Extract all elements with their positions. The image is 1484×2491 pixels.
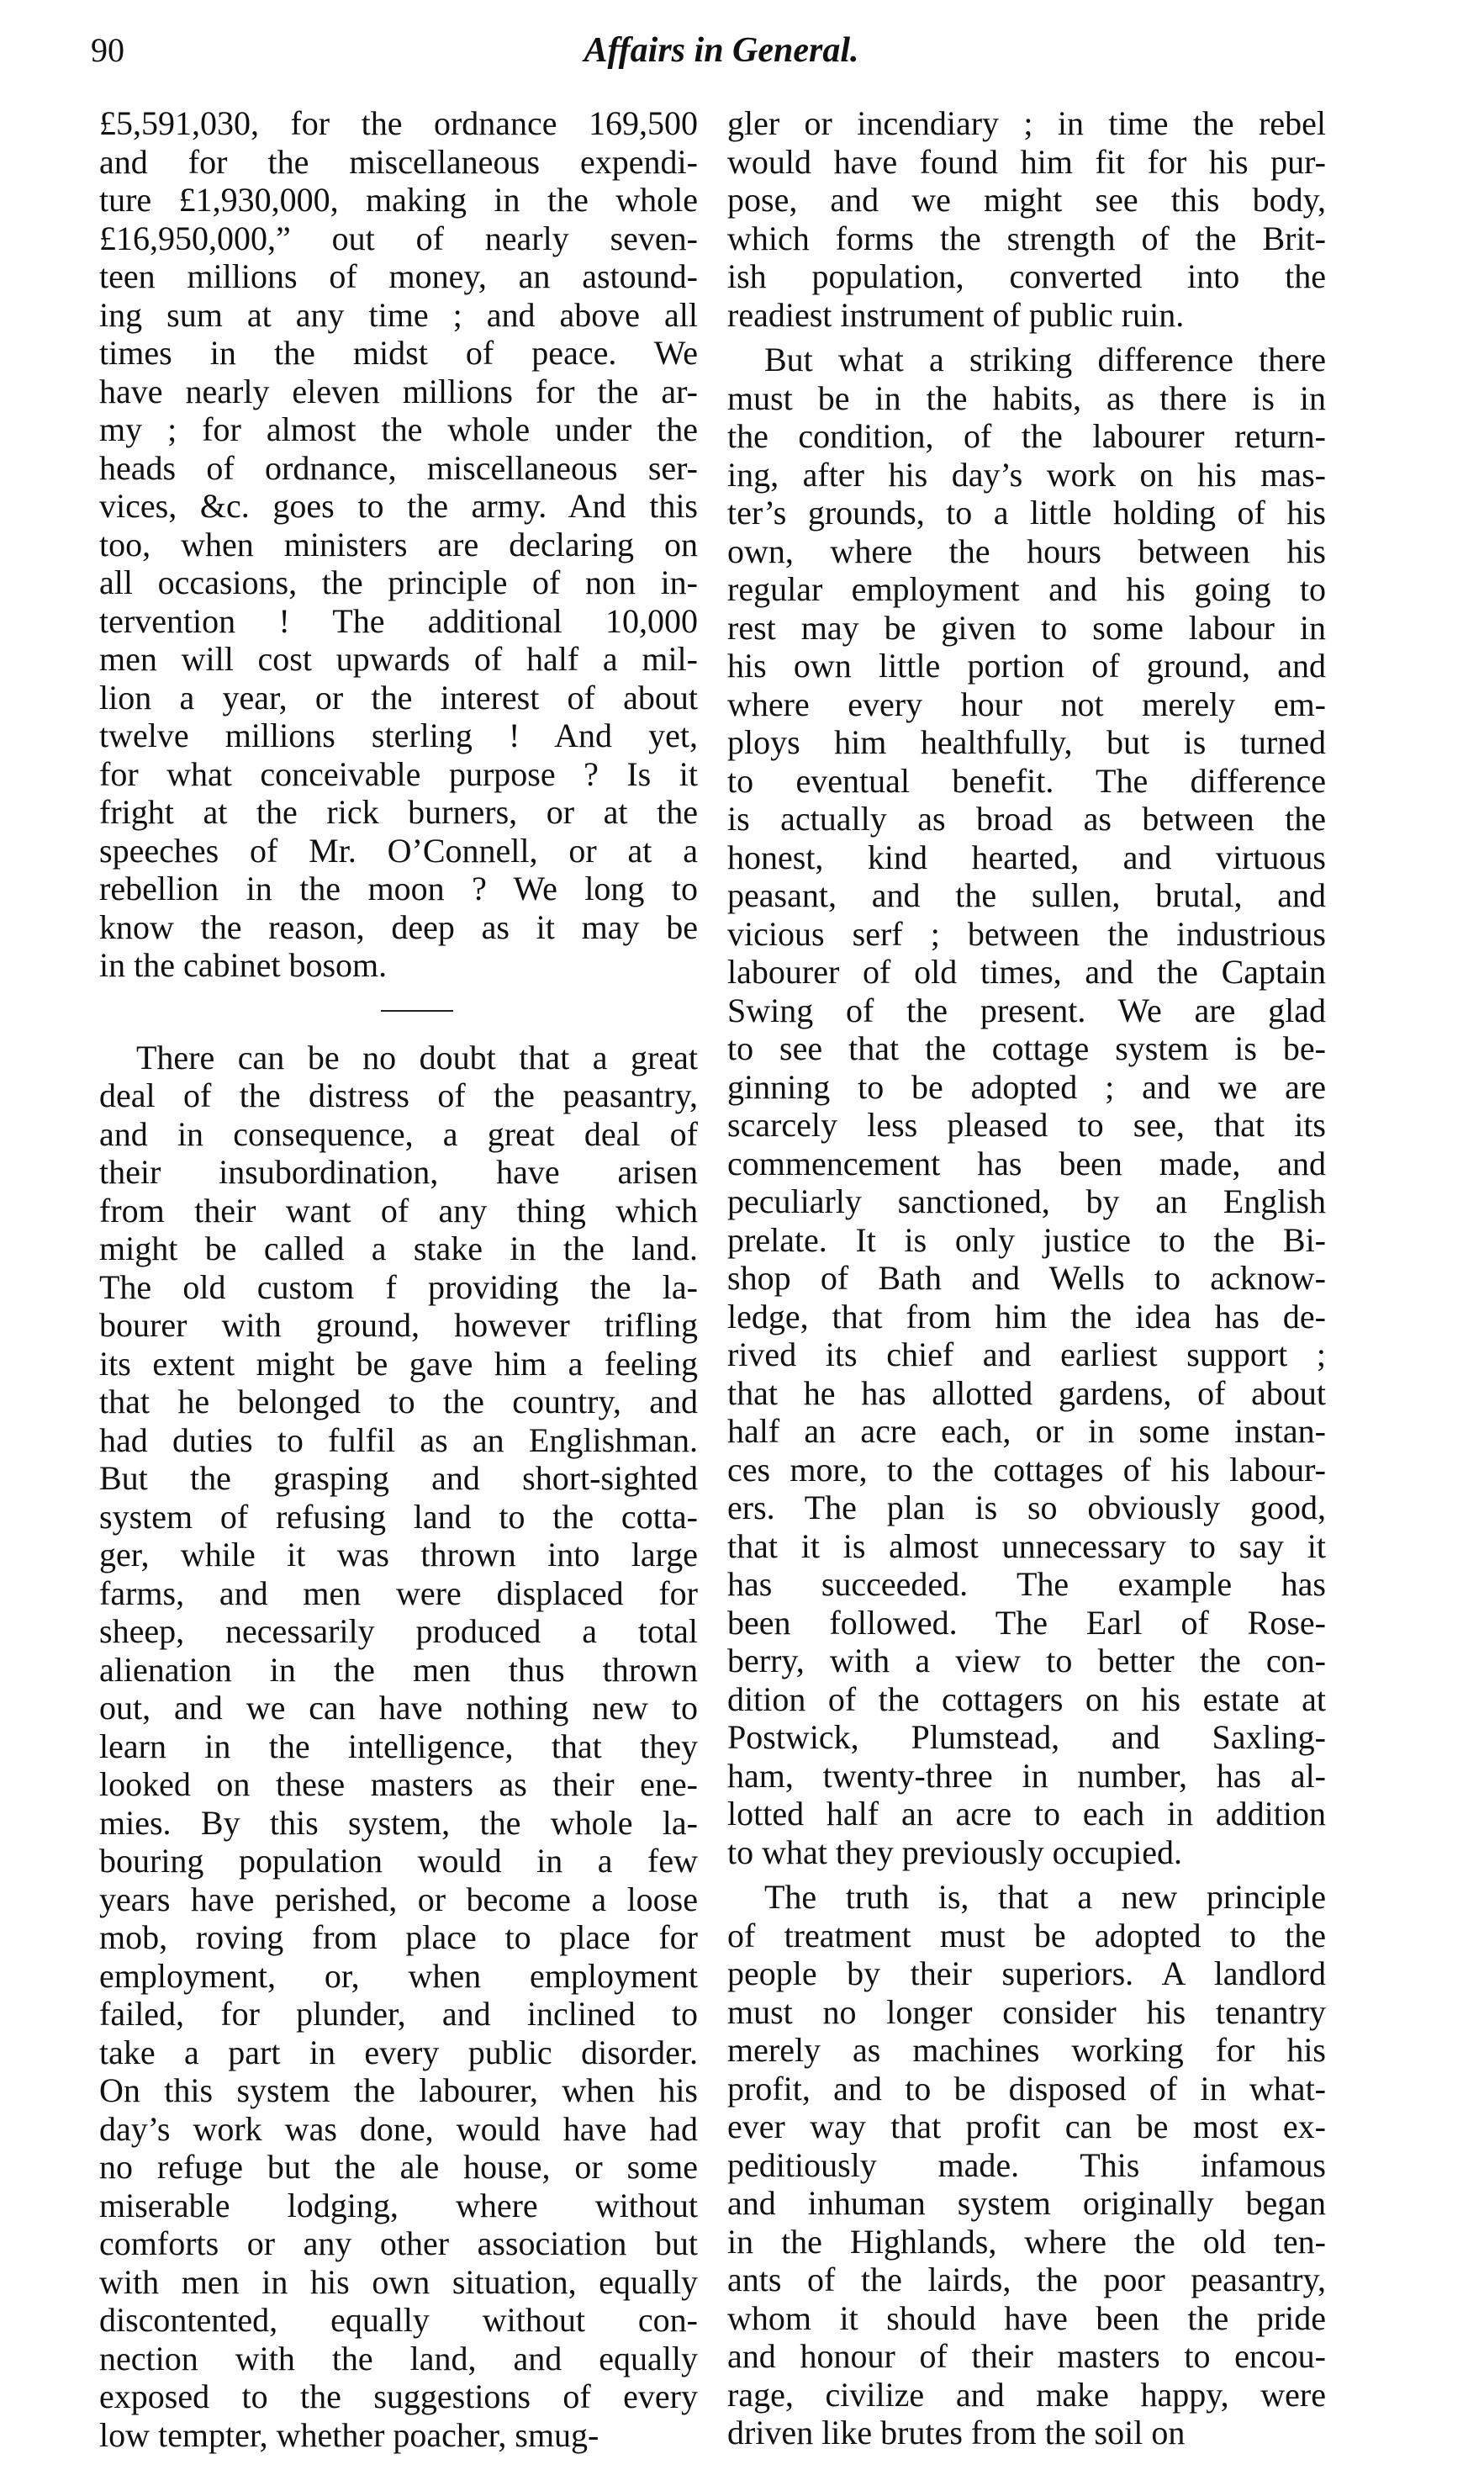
text-line: learn in the intelligence, that they bbox=[99, 1727, 698, 1765]
text-line: profit, and to be disposed of in what- bbox=[727, 2069, 1326, 2108]
text-line: times in the midst of peace. We bbox=[99, 334, 698, 372]
text-line: been followed. The Earl of Rose- bbox=[727, 1603, 1326, 1642]
text-line: peasant, and the sullen, brutal, and bbox=[727, 876, 1326, 914]
text-line: ing, after his day’s work on his mas- bbox=[727, 455, 1326, 494]
text-line: the condition, of the labourer return- bbox=[727, 417, 1326, 455]
text-line: gler or incendiary ; in time the rebel bbox=[727, 104, 1326, 142]
text-line: driven like brutes from the soil on bbox=[727, 2414, 1186, 2451]
text-line: labourer of old times, and the Captain bbox=[727, 953, 1326, 991]
text-line: £16,950,000,” out of nearly seven- bbox=[99, 219, 698, 257]
text-line: must be in the habits, as there is in bbox=[727, 378, 1326, 417]
text-line: scarcely less pleased to see, that its bbox=[727, 1106, 1326, 1144]
text-line: had duties to fulfil as an Englishman. bbox=[99, 1420, 698, 1459]
text-line: Postwick, Plumstead, and Saxling- bbox=[727, 1718, 1326, 1756]
text-line: and honour of their masters to encou- bbox=[727, 2337, 1326, 2375]
text-line: might be called a stake in the land. bbox=[99, 1230, 698, 1267]
text-line: and inhuman system originally began bbox=[727, 2184, 1326, 2222]
text-line: bourer with ground, however trifling bbox=[99, 1306, 698, 1344]
text-line: ham, twenty-three in number, has al- bbox=[727, 1756, 1326, 1795]
text-line: ers. The plan is so obviously good, bbox=[727, 1489, 1326, 1526]
text-line: On this system the labourer, when his bbox=[99, 2071, 698, 2109]
text-line: sheep, necessarily produced a total bbox=[99, 1612, 698, 1650]
text-line: ish population, converted into the bbox=[727, 257, 1326, 295]
text-line: honest, kind hearted, and virtuous bbox=[727, 838, 1326, 876]
text-line: would have found him fit for his pur- bbox=[727, 142, 1326, 181]
text-line: for what conceivable purpose ? Is it bbox=[99, 754, 698, 793]
text-line: peditiously made. This infamous bbox=[727, 2145, 1326, 2184]
text-line: vices, &c. goes to the army. And this bbox=[99, 487, 698, 525]
text-line: is actually as broad as between the bbox=[727, 800, 1326, 838]
text-line: own, where the hours between his bbox=[727, 532, 1326, 570]
text-line: its extent might be gave him a feeling bbox=[99, 1344, 698, 1383]
text-line: their insubordination, have arisen bbox=[99, 1153, 698, 1191]
text-line: prelate. It is only justice to the Bi- bbox=[727, 1220, 1326, 1259]
text-line: berry, with a view to better the con- bbox=[727, 1642, 1326, 1679]
text-line: merely as machines working for his bbox=[727, 2031, 1326, 2069]
text-line: lion a year, or the interest of about bbox=[99, 678, 698, 717]
text-line: out, and we can have nothing new to bbox=[99, 1689, 698, 1727]
text-line: mob, roving from place to place for bbox=[99, 1918, 698, 1956]
text-line: alienation in the men thus thrown bbox=[99, 1650, 698, 1689]
text-line: take a part in every public disorder. bbox=[99, 2033, 698, 2071]
text-line: half an acre each, or in some instan- bbox=[727, 1412, 1326, 1450]
paragraph bbox=[727, 341, 1326, 1871]
paragraph bbox=[727, 104, 1326, 334]
text-line: comforts or any other association but bbox=[99, 2224, 698, 2262]
text-line: with men in his own situation, equally bbox=[99, 2262, 698, 2301]
text-line: in the cabinet bosom. bbox=[99, 946, 388, 984]
paragraph bbox=[727, 1878, 1326, 2452]
text-line: ger, while it was thrown into large bbox=[99, 1536, 698, 1573]
text-line: pose, and we might see this body, bbox=[727, 181, 1326, 219]
text-line: farms, and men were displaced for bbox=[99, 1573, 698, 1612]
text-line: in the Highlands, where the old ten- bbox=[727, 2222, 1326, 2261]
text-line: must no longer consider his tenantry bbox=[727, 1992, 1326, 2031]
text-line: his own little portion of ground, and bbox=[727, 647, 1326, 685]
text-line: that he has allotted gardens, of about bbox=[727, 1373, 1326, 1412]
text-line: ces more, to the cottages of his labour- bbox=[727, 1450, 1326, 1489]
text-line: men will cost upwards of half a mil- bbox=[99, 640, 698, 678]
text-line: There can be no doubt that a great bbox=[136, 1038, 698, 1076]
text-line: years have perished, or become a loose bbox=[99, 1880, 698, 1918]
text-line: mies. By this system, the whole la- bbox=[99, 1803, 698, 1842]
text-line: vicious serf ; between the industrious bbox=[727, 914, 1326, 953]
left-column bbox=[99, 104, 698, 2454]
text-line: rest may be given to some labour in bbox=[727, 608, 1326, 647]
text-line: to see that the cottage system is be- bbox=[727, 1029, 1326, 1067]
text-line: ing sum at any time ; and above all bbox=[99, 295, 698, 334]
text-line: employment, or, when employment bbox=[99, 1956, 698, 1995]
paragraph bbox=[99, 1039, 698, 2455]
text-line: failed, for plunder, and inclined to bbox=[99, 1995, 698, 2033]
text-line: bouring population would in a few bbox=[99, 1842, 698, 1880]
text-line: ever way that profit can be most ex- bbox=[727, 2108, 1326, 2145]
text-line: too, when ministers are declaring on bbox=[99, 525, 698, 563]
right-column bbox=[727, 104, 1326, 2452]
text-line: commencement has been made, and bbox=[727, 1144, 1326, 1182]
text-line: tervention ! The additional 10,000 bbox=[99, 601, 698, 640]
page-number: 90 bbox=[91, 31, 124, 69]
running-title: Affairs in General. bbox=[584, 31, 859, 70]
text-line: rived its chief and earliest support ; bbox=[727, 1335, 1326, 1373]
text-line: has succeeded. The example has bbox=[727, 1565, 1326, 1603]
text-line: ture £1,930,000, making in the whole bbox=[99, 181, 698, 219]
text-line: day’s work was done, would have had bbox=[99, 2109, 698, 2148]
text-line: The old custom f providing the la- bbox=[99, 1267, 698, 1306]
text-line: regular employment and his going to bbox=[727, 570, 1326, 608]
text-line: readiest instrument of public ruin. bbox=[727, 295, 1185, 334]
text-line: my ; for almost the whole under the bbox=[99, 410, 698, 448]
text-line: all occasions, the principle of non in- bbox=[99, 563, 698, 601]
text-line: ledge, that from him the idea has de- bbox=[727, 1297, 1326, 1335]
text-line: The truth is, that a new principle bbox=[764, 1878, 1326, 1916]
text-line: ginning to be adopted ; and we are bbox=[727, 1067, 1326, 1106]
text-line: heads of ordnance, miscellaneous ser- bbox=[99, 448, 698, 487]
text-line: no refuge but the ale house, or some bbox=[99, 2148, 698, 2186]
text-line: deal of the distress of the peasantry, bbox=[99, 1076, 698, 1114]
text-line: people by their superiors. A landlord bbox=[727, 1954, 1326, 1992]
text-line: to eventual benefit. The difference bbox=[727, 761, 1326, 800]
text-line: which forms the strength of the Brit- bbox=[727, 219, 1326, 257]
section-divider bbox=[99, 985, 698, 1039]
text-line: miserable lodging, where without bbox=[99, 2186, 698, 2224]
text-line: know the reason, deep as it may be bbox=[99, 907, 698, 946]
text-line: from their want of any thing which bbox=[99, 1191, 698, 1230]
text-line: low tempter, whether poacher, smug- bbox=[99, 2415, 599, 2454]
text-line: lotted half an acre to each in addition bbox=[727, 1795, 1326, 1833]
text-line: of treatment must be adopted to the bbox=[727, 1916, 1326, 1954]
text-line: nection with the land, and equally bbox=[99, 2339, 698, 2377]
divider-rule bbox=[381, 1010, 453, 1012]
text-line: twelve millions sterling ! And yet, bbox=[99, 717, 698, 754]
text-line: But what a striking difference there bbox=[764, 341, 1326, 378]
text-line: teen millions of money, an astound- bbox=[99, 257, 698, 295]
text-line: speeches of Mr. O’Connell, or at a bbox=[99, 831, 698, 870]
text-line: that he belonged to the country, and bbox=[99, 1383, 698, 1420]
text-line: ants of the lairds, the poor peasantry, bbox=[727, 2261, 1326, 2298]
text-line: to what they previously occupied. bbox=[727, 1833, 1182, 1871]
text-line: £5,591,030, for the ordnance 169,500 bbox=[99, 104, 698, 142]
text-line: ploys him healthfully, but is turned bbox=[727, 723, 1326, 761]
text-line: exposed to the suggestions of every bbox=[99, 2377, 698, 2415]
text-line: have nearly eleven millions for the ar- bbox=[99, 372, 698, 410]
text-line: dition of the cottagers on his estate at bbox=[727, 1679, 1326, 1718]
text-line: fright at the rick burners, or at the bbox=[99, 793, 698, 831]
text-line: that it is almost unnecessary to say it bbox=[727, 1526, 1326, 1565]
text-line: where every hour not merely em- bbox=[727, 685, 1326, 723]
text-line: and for the miscellaneous expendi- bbox=[99, 142, 698, 181]
text-line: and in consequence, a great deal of bbox=[99, 1114, 698, 1153]
text-line: system of refusing land to the cotta- bbox=[99, 1497, 698, 1536]
text-line: ter’s grounds, to a little holding of his bbox=[727, 494, 1326, 532]
text-line: Swing of the present. We are glad bbox=[727, 991, 1326, 1029]
text-line: whom it should have been the pride bbox=[727, 2298, 1326, 2337]
text-line: peculiarly sanctioned, by an English bbox=[727, 1182, 1326, 1220]
page-header bbox=[91, 25, 1352, 76]
text-line: shop of Bath and Wells to acknow- bbox=[727, 1259, 1326, 1297]
text-line: rage, civilize and make happy, were bbox=[727, 2375, 1326, 2414]
text-line: discontented, equally without con- bbox=[99, 2301, 698, 2339]
text-line: But the grasping and short-sighted bbox=[99, 1459, 698, 1497]
text-line: rebellion in the moon ? We long to bbox=[99, 870, 698, 907]
text-line: looked on these masters as their ene- bbox=[99, 1765, 698, 1803]
paragraph bbox=[99, 104, 698, 985]
